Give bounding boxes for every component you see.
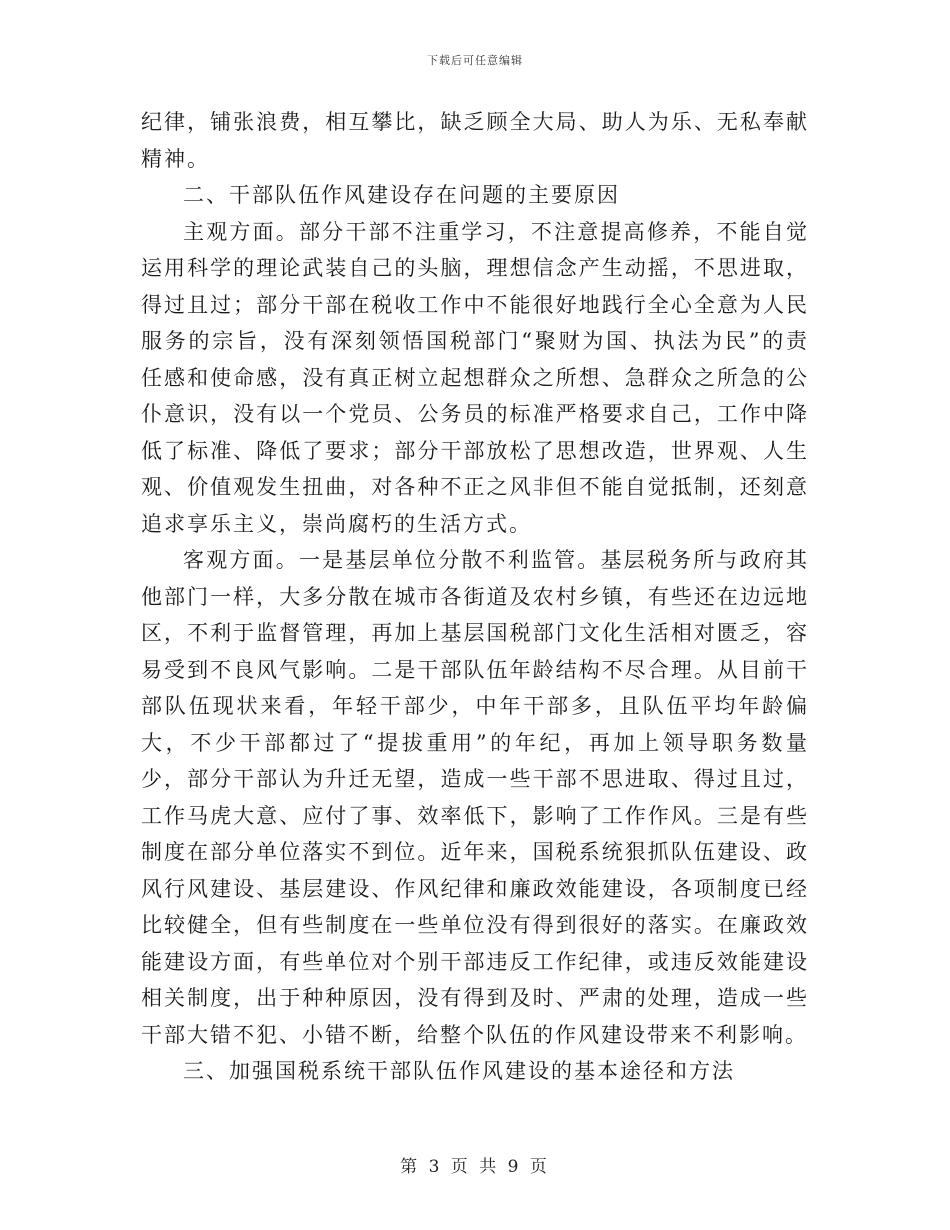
paragraph-continuation: 纪律，铺张浪费，相互攀比，缺乏顾全大局、助人为乐、无私奉献精神。 [141, 110, 809, 171]
section-heading-2: 二、干部队伍作风建设存在问题的主要原因 [183, 183, 620, 207]
section-heading-3: 三、加强国税系统干部队伍作风建设的基本途径和方法 [183, 1059, 735, 1083]
paragraph-subjective-factors: 主观方面。部分干部不注重学习，不注意提高修养，不能自觉运用科学的理论武装自己的头脑，理想信念产生动摇，不思进取，得过且过；部分干部在税收工作中不能很好地践行全心全意为人民服务的宗旨，没有深刻领悟国税部门“聚财为国、执法为民”的责任感和使命感，没有真正树立起想群众之所想、急群众之所急的公仆意识，没有以一个党员、公务员的标准严格要求自己，工作中降低了标准、降低了要求；部分干部放松了思想改造，世界观、人生观、价值观发生扭曲，对各种不正之风非但不能自觉抵制，还刻意追求享乐主义，崇尚腐朽的生活方式。 [141, 219, 809, 536]
paragraph-objective-factors: 客观方面。一是基层单位分散不利监管。基层税务所与政府其他部门一样，大多分散在城市各街道及农村乡镇，有些还在边远地区，不利于监督管理，再加上基层国税部门文化生活相对匮乏，容易受到不良风气影响。二是干部队伍年龄结构不尽合理。从目前干部队伍现状来看，年轻干部少，中年干部多，且队伍平均年龄偏大，不少干部都过了“提拔重用”的年纪，再加上领导职务数量少，部分干部认为升迁无望，造成一些干部不思进取、得过且过，工作马虎大意、应付了事、效率低下，影响了工作作风。三是有些制度在部分单位落实不到位。近年来，国税系统狠抓队伍建设、政风行风建设、基层建设、作风纪律和廉政效能建设，各项制度已经比较健全，但有些制度在一些单位没有得到很好的落实。在廉政效能建设方面，有些单位对个别干部违反工作纪律，或违反效能建设相关制度，出于种种原因，没有得到及时、严肃的处理，造成一些干部大错不犯、小错不断，给整个队伍的作风建设带来不利影响。 [141, 548, 809, 1047]
document-body [141, 104, 809, 1090]
page-header: 下载后可任意编辑 [427, 54, 523, 67]
page-number-footer: 第 3 页 共 9 页 [400, 1157, 550, 1177]
